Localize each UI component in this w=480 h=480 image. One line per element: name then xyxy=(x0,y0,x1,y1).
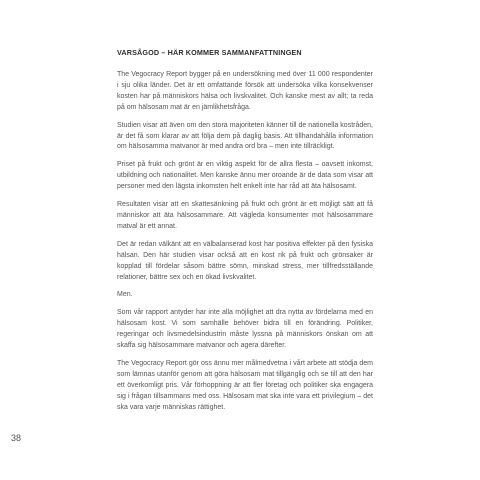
paragraph-6: Men. xyxy=(117,291,133,299)
paragraph-7: Som vår rapport antyder har inte alla möjlighet att dra nytta av fördelarna med en hälsosam kost. Vi som samhälle behöver bidra till en förändring. Politiker, regeringar och livsmedelsindustrin måste lyssna på människors önskan om att skaffa sig hälsosammare matvanor och agera därefter. xyxy=(117,309,373,350)
section-heading: VARSÅGOD – HÄR KOMMER SAMMANFATTNINGEN xyxy=(117,48,302,57)
paragraph-2: Studien visar att även om den stora majoriteten känner till de nationella kostråden, är det få som klarar av att följa dem på daglig basis. Att tillhandahålla information om hälsosamma matvanor är med andra ord bra – men inte tillräckligt. xyxy=(117,121,373,151)
paragraph-1: The Vegocracy Report bygger på en undersökning med över 11 000 respondenter i sju olika länder. Det är ett omfattande försök att undersöka vilka konsekvenser kosten har på människors hälsa och livskvalitet. Och kanske mest av allt; ta reda på om hälsosam mat är en jämlikhetsfråga. xyxy=(117,71,373,111)
paragraph-8: The Vegocracy Report gör oss ännu mer målmedvetna i vårt arbete att stödja dem som lämnas utanför genom att göra hälsosam mat tillgänglig och se till att den har ett överkomligt pris. Vår förhoppning är att fler företag och politiker ska engagera sig i frågan tillsammans med oss. Hälsosam mat ska inte vara ett privilegium – det ska vara varje människas rättighet. xyxy=(117,359,373,411)
paragraph-5: Det är redan välkänt att en välbalanserad kost har positiva effekter på den fysiska hälsan. Den här studien visar också att en kost rik på frukt och grönsaker är kopplad till fördelar såsom bättre sömn, minskad stress, mer tillfredsställande relationer, bättre sex och en ökad livskvalitet. xyxy=(117,240,373,281)
summary-section xyxy=(117,48,373,420)
paragraph-3: Priset på frukt och grönt är en viktig aspekt för de allra flesta – oavsett inkomst, utbildning och nationalitet. Men kanske ännu mer oroande är de data som visar att personer med den lägsta inkomsten helt enkelt inte har råd att äta hälsosamt. xyxy=(117,161,373,191)
paragraph-4: Resultaten visar att en skattesänkning på frukt och grönt är ett möjligt sätt att få människor att äta hälsosammare. Att vägleda konsumenter mot hälsosammare matval är ett annat. xyxy=(117,201,373,230)
page-number: 38 xyxy=(11,433,22,443)
